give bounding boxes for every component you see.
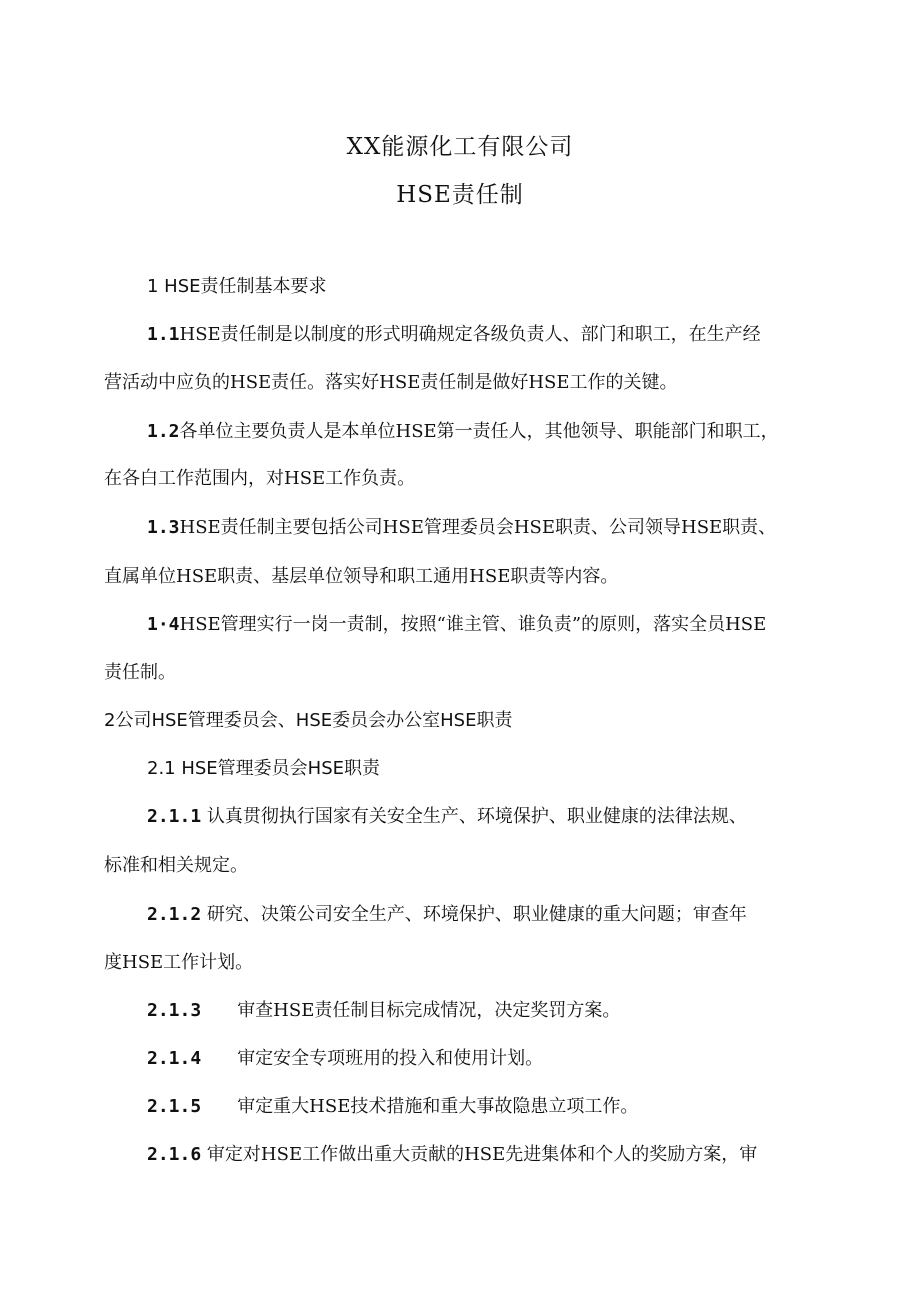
paragraph-2-1-1 [147, 804, 867, 830]
section-1-heading: 1 HSE责任制基本要求 [147, 276, 327, 297]
paragraph-2-1-6 [147, 1142, 867, 1168]
section-2-1-heading: 2.1 HSE管理委员会HSE职责 [147, 758, 381, 779]
paragraph-2-1-3 [147, 998, 867, 1024]
paragraph-1-2-cont: 在各白工作范围内，对HSE工作负责。 [104, 468, 416, 489]
paragraph-text: HSE责任制是以制度的形式明确规定各级负责人、部门和职工，在生产经 [179, 324, 761, 345]
paragraph-1-4-cont: 责任制。 [104, 662, 176, 683]
paragraph-1-3 [147, 515, 867, 541]
paragraph-number: 1.1 [147, 324, 180, 345]
paragraph-number: 2.1.5 [147, 1096, 202, 1117]
paragraph-number: 2.1.1 [147, 806, 202, 827]
paragraph-number: 1.3 [147, 517, 180, 538]
paragraph-1-1 [147, 322, 867, 348]
paragraph-text: 各单位主要负责人是本单位HSE第一责任人，其他领导、职能部门和职工， [179, 421, 779, 442]
paragraph-text: 审查HSE责任制目标完成情况，决定奖罚方案。 [237, 1000, 621, 1021]
section-2-heading: 2公司HSE管理委员会、HSE委员会办公室HSE职责 [104, 710, 513, 731]
paragraph-text: 审定重大HSE技术措施和重大事故隐患立项工作。 [237, 1096, 639, 1117]
paragraph-number: 2.1.4 [147, 1048, 202, 1069]
paragraph-number: 2.1.6 [147, 1144, 202, 1165]
paragraph-number: 2.1.2 [147, 904, 202, 925]
paragraph-1-3-cont: 直属单位HSE职责、基层单位领导和职工通用HSE职责等内容。 [104, 566, 619, 587]
document-subtitle: HSE责任制 [396, 182, 524, 208]
paragraph-text: 研究、决策公司安全生产、环境保护、职业健康的重大问题；审查年 [206, 904, 747, 925]
document-title: XX能源化工有限公司 [346, 134, 574, 160]
paragraph-1-4 [147, 612, 867, 638]
paragraph-text: HSE责任制主要包括公司HSE管理委员会HSE职责、公司领导HSE职责、 [179, 517, 777, 538]
paragraph-text: 审定对HSE工作做出重大贡献的HSE先进集体和个人的奖励方案，审 [206, 1144, 758, 1165]
paragraph-2-1-2 [147, 902, 867, 928]
paragraph-2-1-5 [147, 1094, 867, 1120]
paragraph-1-1-cont: 营活动中应负的HSE责任。落实好HSE责任制是做好HSE工作的关键。 [104, 372, 678, 393]
paragraph-text: 审定安全专项班用的投入和使用计划。 [237, 1048, 544, 1069]
paragraph-number: 2.1.3 [147, 1000, 202, 1021]
paragraph-text: 认真贯彻执行国家有关安全生产、环境保护、职业健康的法律法规、 [206, 806, 747, 827]
paragraph-2-1-1-cont: 标准和相关规定。 [104, 855, 248, 876]
paragraph-2-1-2-cont: 度HSE工作计划。 [104, 952, 254, 973]
paragraph-2-1-4 [147, 1046, 867, 1072]
paragraph-number: 1.2 [147, 421, 180, 442]
paragraph-number: 1·4 [147, 614, 180, 635]
paragraph-text: HSE管理实行一岗一责制，按照“谁主管、谁负责”的原则，落实全员HSE [179, 614, 767, 635]
paragraph-1-2 [147, 419, 867, 445]
